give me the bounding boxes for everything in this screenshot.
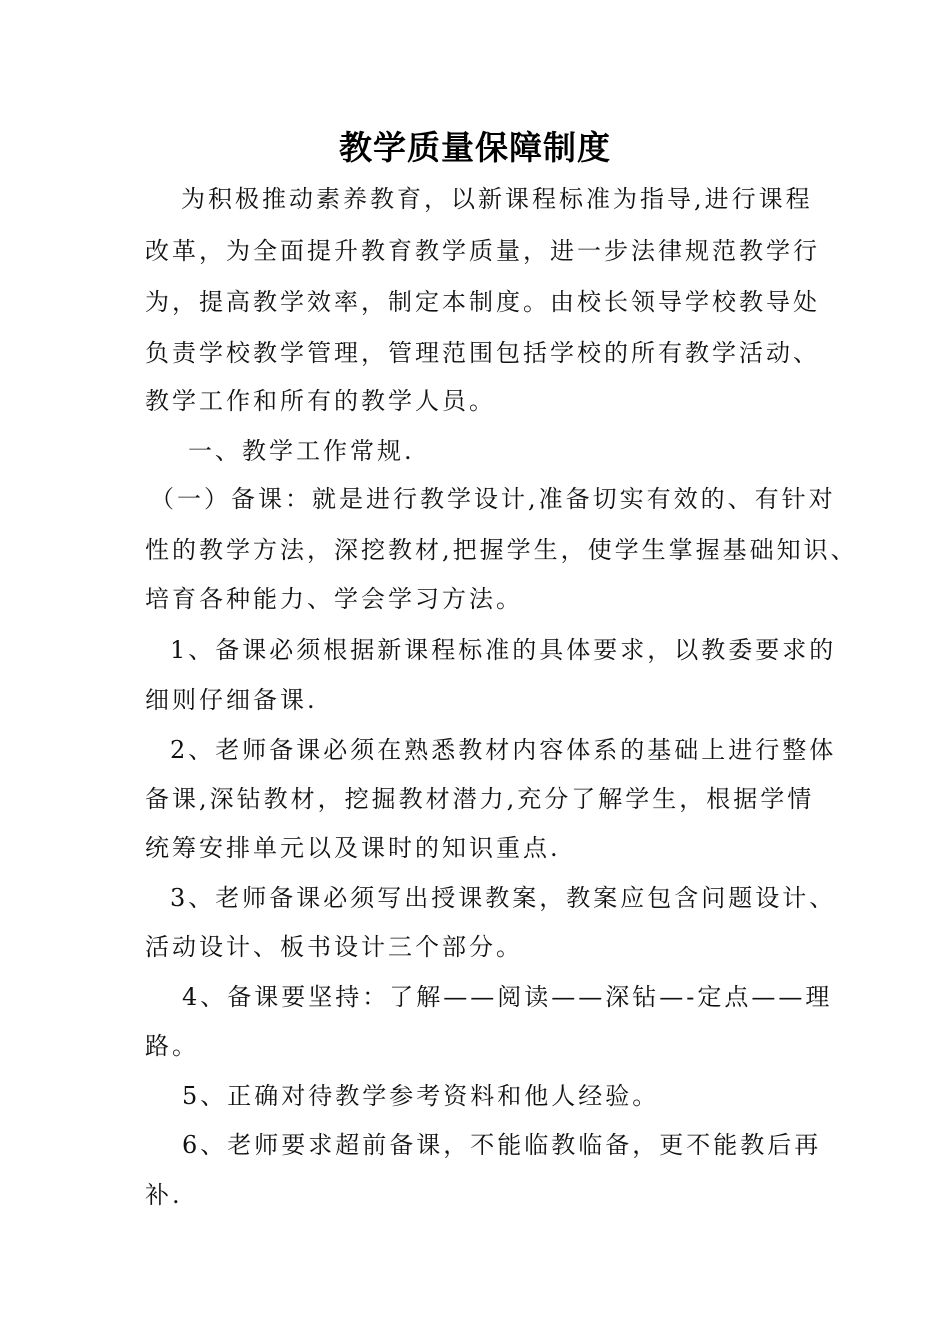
paragraph-line: （一）备课：就是进行教学设计,准备切实有效的、有针对 <box>150 485 836 513</box>
list-item-continuation: 补. <box>145 1181 183 1209</box>
list-item: 6、老师要求超前备课，不能临教临备，更不能教后再 <box>182 1131 822 1159</box>
paragraph-line: 为积极推动素养教育，以新课程标准为指导,进行课程 <box>181 185 813 213</box>
list-item-continuation: 备课,深钻教材，挖掘教材潜力,充分了解学生，根据学情 <box>145 785 815 813</box>
list-item-continuation: 统筹安排单元以及课时的知识重点. <box>145 834 561 862</box>
paragraph-line: 改革，为全面提升教育教学质量，进一步法律规范教学行 <box>145 237 820 265</box>
paragraph-line: 为，提高教学效率，制定本制度。由校长领导学校教导处 <box>145 288 820 316</box>
document-title: 教学质量保障制度 <box>339 128 611 167</box>
section-heading: 一、教学工作常规. <box>188 437 415 465</box>
list-item-continuation: 细则仔细备课. <box>145 686 318 714</box>
list-item: 2、老师备课必须在熟悉教材内容体系的基础上进行整体 <box>170 736 837 764</box>
list-item: 3、老师备课必须写出授课教案，教案应包含问题设计、 <box>170 884 837 912</box>
paragraph-line: 教学工作和所有的教学人员。 <box>145 387 496 415</box>
list-item-continuation: 活动设计、板书设计三个部分。 <box>145 933 523 961</box>
paragraph-line: 性的教学方法，深挖教材,把握学生，使学生掌握基础知识、 <box>145 536 858 564</box>
list-item: 4、备课要坚持：了解——阅读——深钻—-定点——理 <box>182 983 833 1011</box>
list-item-continuation: 路。 <box>145 1032 199 1060</box>
list-item: 5、正确对待教学参考资料和他人经验。 <box>182 1082 660 1110</box>
list-item: 1、备课必须根据新课程标准的具体要求，以教委要求的 <box>170 636 837 664</box>
paragraph-line: 培育各种能力、学会学习方法。 <box>145 585 523 613</box>
paragraph-line: 负责学校教学管理，管理范围包括学校的所有教学活动、 <box>145 339 820 367</box>
